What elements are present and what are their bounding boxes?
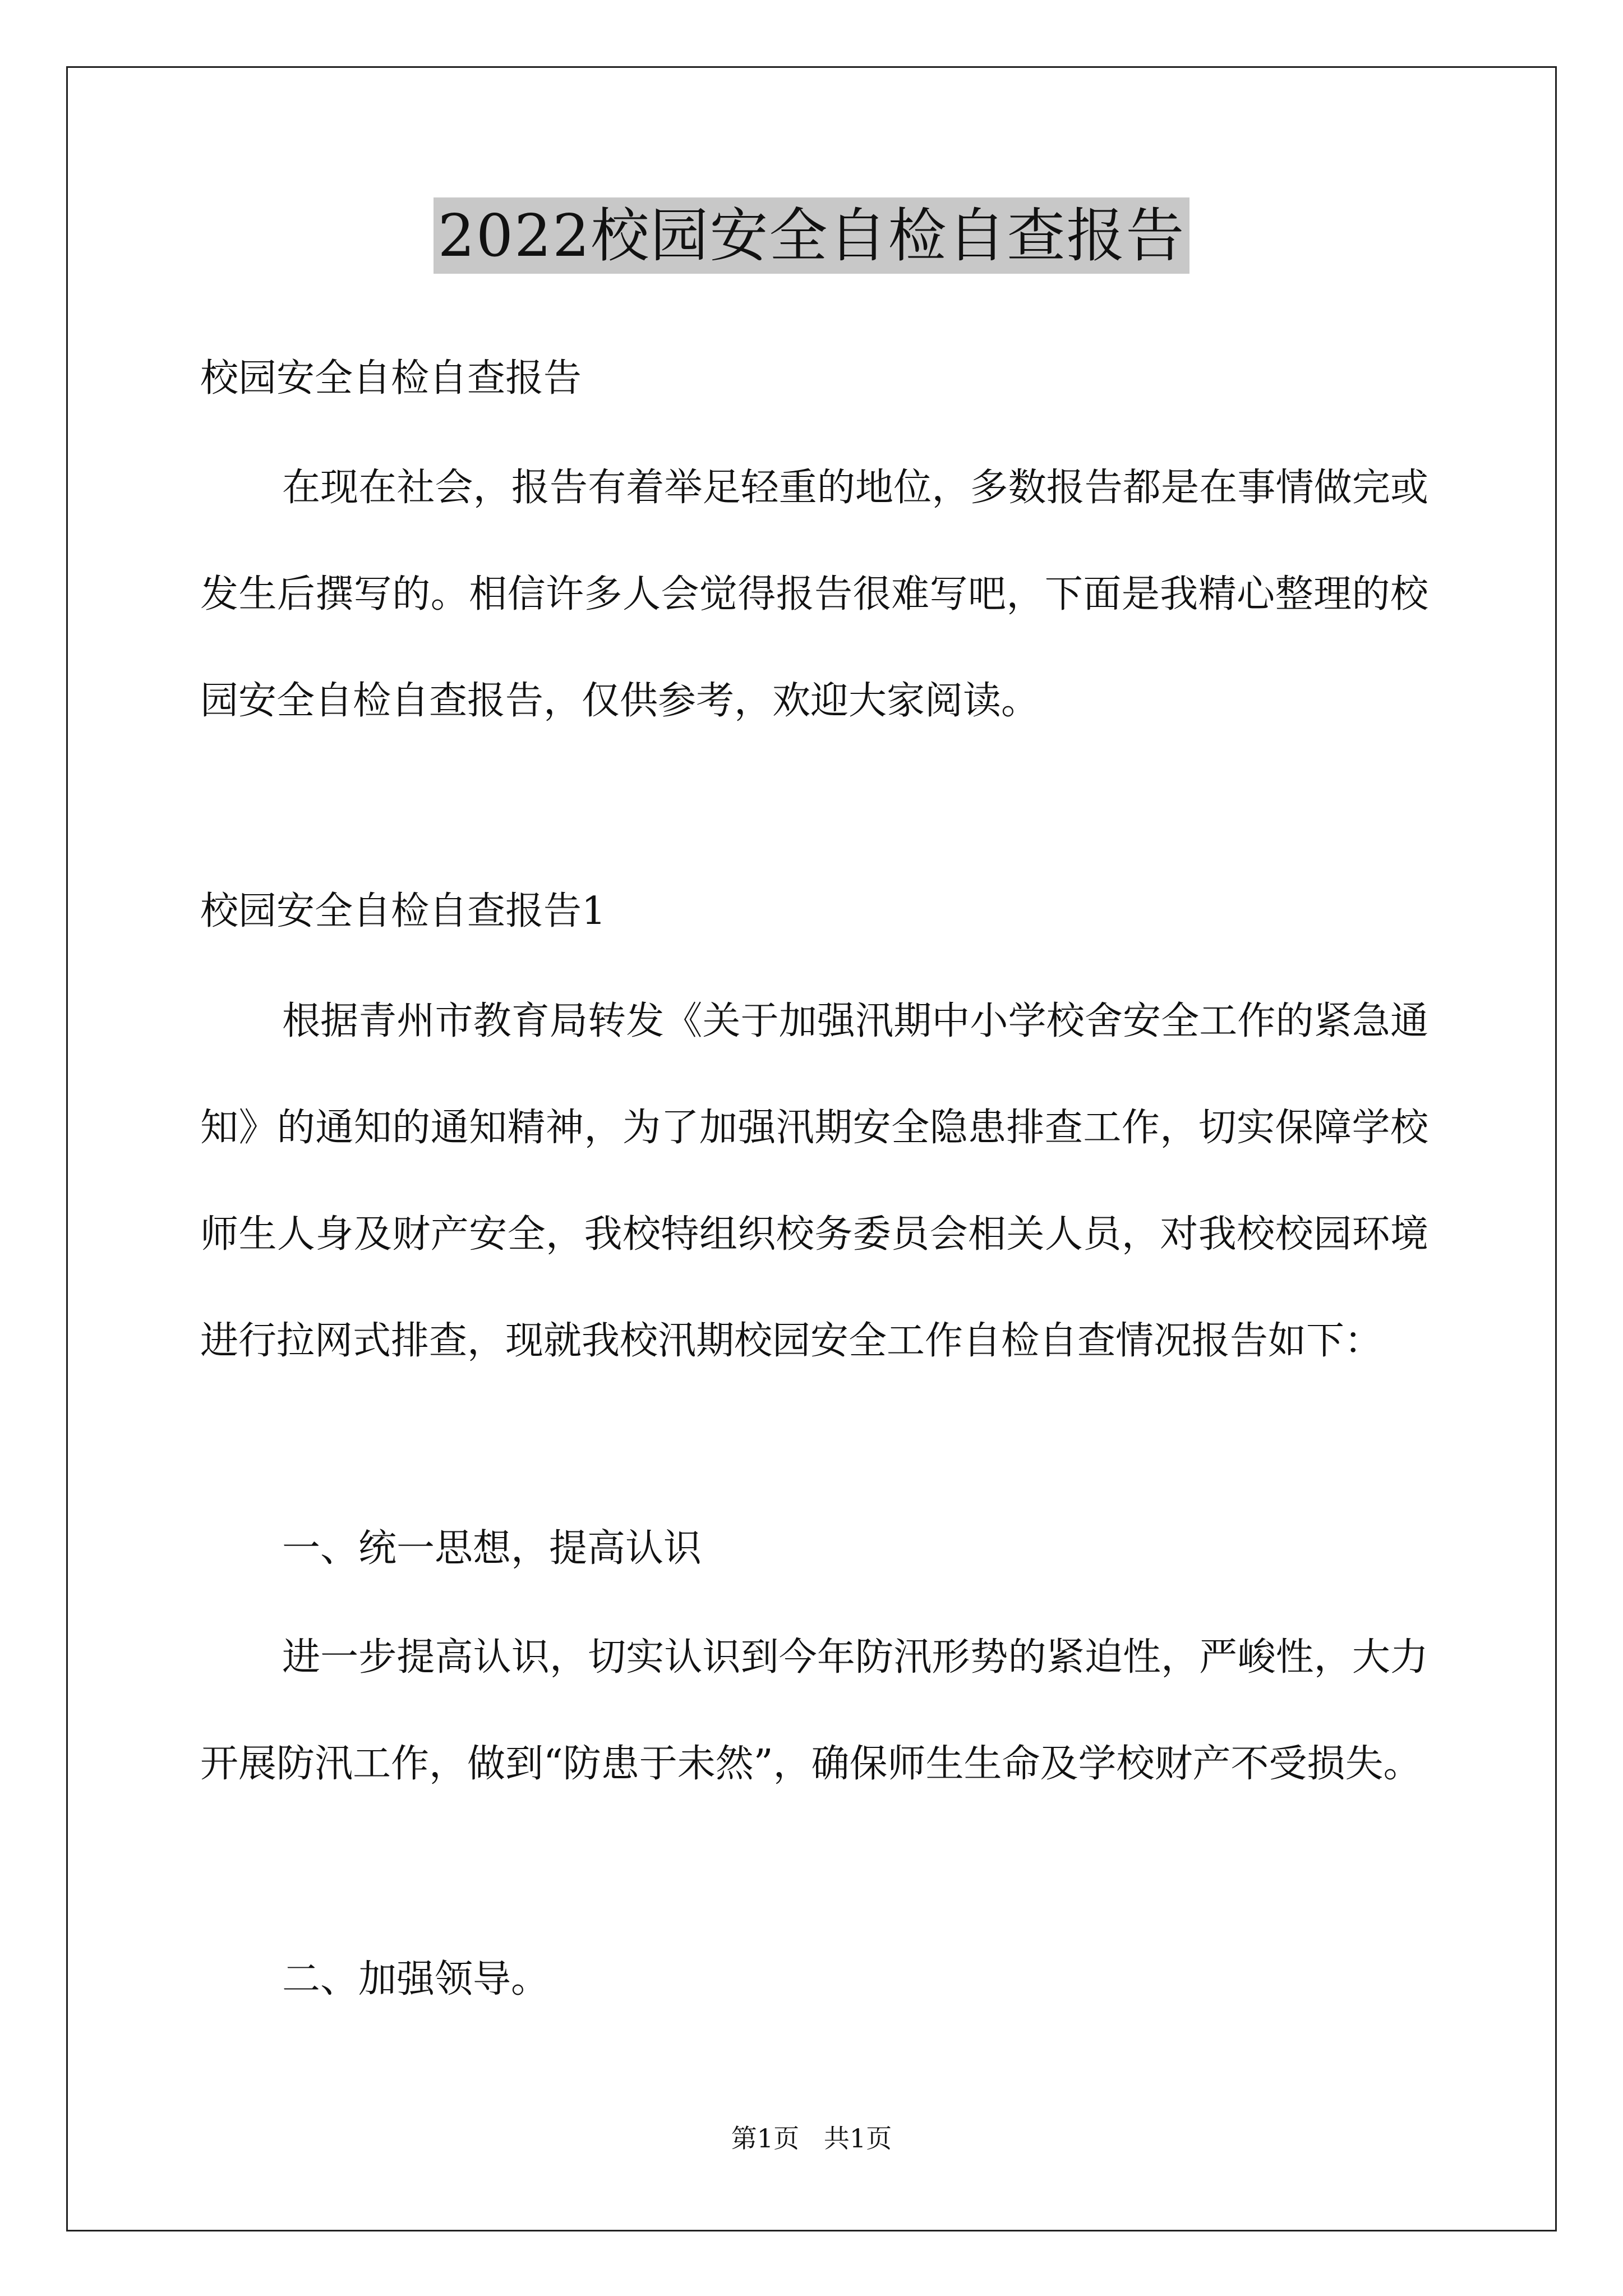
intro-paragraph: 在现在社会，报告有着举足轻重的地位，多数报告都是在事情做完或发生后撰写的。相信许多人会觉得报告很难写吧，下面是我精心整理的校园安全自检自查报告，仅供参考，欢迎大家阅读。: [200, 466, 1428, 723]
page-footer: 第1页 共1页: [731, 2123, 892, 2154]
document-title: 2022校园安全自检自查报告: [434, 197, 1190, 274]
heading-2: 二、加强领导。: [282, 1957, 550, 2001]
paragraph-2: 进一步提高认识，切实认识到今年防汛形势的紧迫性，严峻性，大力开展防汛工作，做到“防患于未然”，确保师生生命及学校财产不受损失。: [200, 1635, 1428, 1786]
title-container: [0, 197, 1623, 274]
heading-1: 一、统一思想，提高认识: [282, 1526, 702, 1571]
document-subtitle: 校园安全自检自查报告: [200, 356, 582, 401]
section-title: 校园安全自检自查报告1: [200, 889, 606, 933]
paragraph-1: 根据青州市教育局转发《关于加强汛期中小学校舍安全工作的紧急通知》的通知的通知精神，为了加强汛期安全隐患排查工作，切实保障学校师生人身及财产安全，我校特组织校务委员会相关人员，对我校校园环境进行拉网式排查，现就我校汛期校园安全工作自检自查情况报告如下：: [200, 999, 1428, 1363]
